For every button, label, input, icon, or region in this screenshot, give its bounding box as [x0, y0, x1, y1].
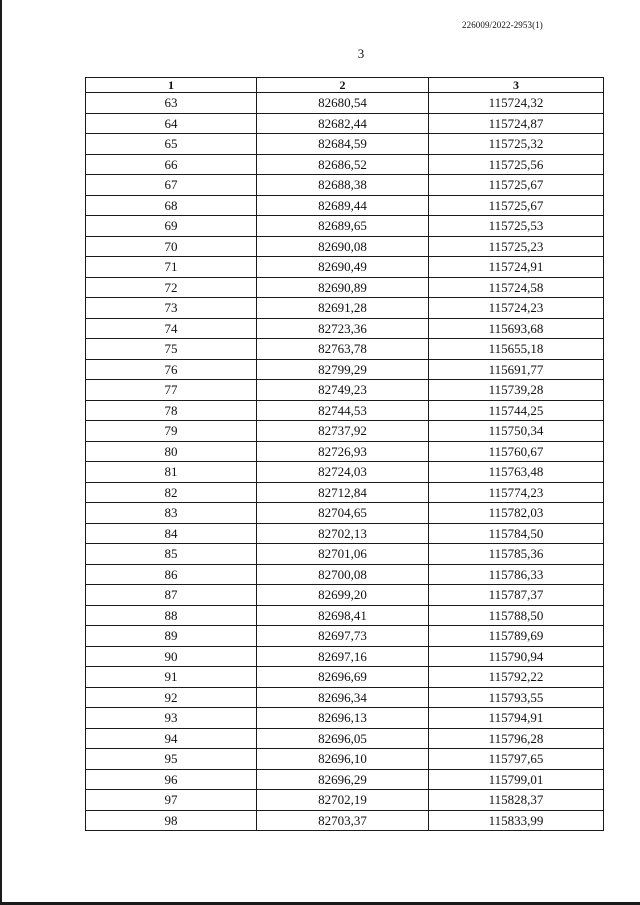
y-coordinate-cell: 115782,03: [429, 503, 604, 524]
x-coordinate-cell: 82703,37: [257, 810, 429, 831]
y-coordinate-cell: 115725,56: [429, 154, 604, 175]
table-row: [86, 523, 604, 544]
y-coordinate-cell: 115725,32: [429, 134, 604, 155]
point-number-cell: 91: [86, 667, 257, 688]
column-header-point: 1: [86, 78, 257, 93]
y-coordinate-cell: 115724,87: [429, 113, 604, 134]
y-coordinate-cell: 115655,18: [429, 339, 604, 360]
table-row: [86, 687, 604, 708]
page-number: 3: [357, 46, 365, 61]
table-row: [86, 236, 604, 257]
table-row: [86, 667, 604, 688]
table-row: [86, 728, 604, 749]
x-coordinate-cell: 82680,54: [257, 93, 429, 114]
table-row: [86, 790, 604, 811]
point-number-cell: 69: [86, 216, 257, 237]
y-coordinate-cell: 115792,22: [429, 667, 604, 688]
y-coordinate-cell: 115833,99: [429, 810, 604, 831]
y-coordinate-cell: 115691,77: [429, 359, 604, 380]
x-coordinate-cell: 82696,69: [257, 667, 429, 688]
table-row: [86, 318, 604, 339]
x-coordinate-cell: 82691,28: [257, 298, 429, 319]
point-number-cell: 94: [86, 728, 257, 749]
x-coordinate-cell: 82699,20: [257, 585, 429, 606]
point-number-cell: 79: [86, 421, 257, 442]
y-coordinate-cell: 115789,69: [429, 626, 604, 647]
point-number-cell: 74: [86, 318, 257, 339]
point-number-cell: 98: [86, 810, 257, 831]
x-coordinate-cell: 82799,29: [257, 359, 429, 380]
table-row: [86, 503, 604, 524]
table-row: [86, 605, 604, 626]
x-coordinate-cell: 82686,52: [257, 154, 429, 175]
x-coordinate-cell: 82700,08: [257, 564, 429, 585]
point-number-cell: 68: [86, 195, 257, 216]
x-coordinate-cell: 82744,53: [257, 400, 429, 421]
coordinates-table: [85, 77, 604, 831]
table-row: [86, 646, 604, 667]
page-edge-left: [0, 0, 2, 905]
y-coordinate-cell: 115725,67: [429, 195, 604, 216]
x-coordinate-cell: 82724,03: [257, 462, 429, 483]
x-coordinate-cell: 82682,44: [257, 113, 429, 134]
x-coordinate-cell: 82696,10: [257, 749, 429, 770]
table-row: [86, 749, 604, 770]
x-coordinate-cell: 82688,38: [257, 175, 429, 196]
y-coordinate-cell: 115724,91: [429, 257, 604, 278]
y-coordinate-cell: 115788,50: [429, 605, 604, 626]
x-coordinate-cell: 82696,34: [257, 687, 429, 708]
point-number-cell: 83: [86, 503, 257, 524]
table-row: [86, 113, 604, 134]
y-coordinate-cell: 115760,67: [429, 441, 604, 462]
y-coordinate-cell: 115786,33: [429, 564, 604, 585]
y-coordinate-cell: 115744,25: [429, 400, 604, 421]
x-coordinate-cell: 82689,44: [257, 195, 429, 216]
y-coordinate-cell: 115785,36: [429, 544, 604, 565]
x-coordinate-cell: 82698,41: [257, 605, 429, 626]
x-coordinate-cell: 82697,16: [257, 646, 429, 667]
point-number-cell: 70: [86, 236, 257, 257]
point-number-cell: 95: [86, 749, 257, 770]
table-row: [86, 298, 604, 319]
table-row: [86, 277, 604, 298]
table-row: [86, 544, 604, 565]
x-coordinate-cell: 82684,59: [257, 134, 429, 155]
table-row: [86, 339, 604, 360]
y-coordinate-cell: 115725,67: [429, 175, 604, 196]
y-coordinate-cell: 115725,53: [429, 216, 604, 237]
x-coordinate-cell: 82726,93: [257, 441, 429, 462]
table-row: [86, 626, 604, 647]
point-number-cell: 80: [86, 441, 257, 462]
y-coordinate-cell: 115693,68: [429, 318, 604, 339]
table-row: [86, 359, 604, 380]
point-number-cell: 75: [86, 339, 257, 360]
point-number-cell: 86: [86, 564, 257, 585]
y-coordinate-cell: 115763,48: [429, 462, 604, 483]
table-row: [86, 195, 604, 216]
y-coordinate-cell: 115828,37: [429, 790, 604, 811]
y-coordinate-cell: 115774,23: [429, 482, 604, 503]
x-coordinate-cell: 82690,89: [257, 277, 429, 298]
point-number-cell: 96: [86, 769, 257, 790]
table-row: [86, 421, 604, 442]
y-coordinate-cell: 115793,55: [429, 687, 604, 708]
point-number-cell: 87: [86, 585, 257, 606]
y-coordinate-cell: 115790,94: [429, 646, 604, 667]
point-number-cell: 81: [86, 462, 257, 483]
x-coordinate-cell: 82701,06: [257, 544, 429, 565]
y-coordinate-cell: 115750,34: [429, 421, 604, 442]
table-row: [86, 257, 604, 278]
x-coordinate-cell: 82737,92: [257, 421, 429, 442]
y-coordinate-cell: 115724,32: [429, 93, 604, 114]
point-number-cell: 89: [86, 626, 257, 647]
table-row: [86, 93, 604, 114]
table-row: [86, 769, 604, 790]
x-coordinate-cell: 82702,13: [257, 523, 429, 544]
y-coordinate-cell: 115724,58: [429, 277, 604, 298]
document-id: 226009/2022-2953(1): [462, 20, 543, 30]
table-row: [86, 134, 604, 155]
column-header-x: 2: [257, 78, 429, 93]
x-coordinate-cell: 82712,84: [257, 482, 429, 503]
header-row: [86, 78, 604, 93]
y-coordinate-cell: 115799,01: [429, 769, 604, 790]
y-coordinate-cell: 115787,37: [429, 585, 604, 606]
table-row: [86, 175, 604, 196]
point-number-cell: 84: [86, 523, 257, 544]
point-number-cell: 85: [86, 544, 257, 565]
table-row: [86, 441, 604, 462]
point-number-cell: 92: [86, 687, 257, 708]
y-coordinate-cell: 115784,50: [429, 523, 604, 544]
point-number-cell: 66: [86, 154, 257, 175]
x-coordinate-cell: 82696,05: [257, 728, 429, 749]
point-number-cell: 90: [86, 646, 257, 667]
x-coordinate-cell: 82749,23: [257, 380, 429, 401]
point-number-cell: 71: [86, 257, 257, 278]
point-number-cell: 65: [86, 134, 257, 155]
point-number-cell: 93: [86, 708, 257, 729]
point-number-cell: 64: [86, 113, 257, 134]
table-body: [86, 93, 604, 831]
x-coordinate-cell: 82723,36: [257, 318, 429, 339]
point-number-cell: 72: [86, 277, 257, 298]
point-number-cell: 63: [86, 93, 257, 114]
column-header-y: 3: [429, 78, 604, 93]
x-coordinate-cell: 82696,13: [257, 708, 429, 729]
y-coordinate-cell: 115796,28: [429, 728, 604, 749]
point-number-cell: 76: [86, 359, 257, 380]
x-coordinate-cell: 82697,73: [257, 626, 429, 647]
x-coordinate-cell: 82696,29: [257, 769, 429, 790]
y-coordinate-cell: 115797,65: [429, 749, 604, 770]
table-row: [86, 400, 604, 421]
y-coordinate-cell: 115794,91: [429, 708, 604, 729]
point-number-cell: 88: [86, 605, 257, 626]
x-coordinate-cell: 82690,49: [257, 257, 429, 278]
table-row: [86, 216, 604, 237]
table-row: [86, 154, 604, 175]
point-number-cell: 73: [86, 298, 257, 319]
x-coordinate-cell: 82689,65: [257, 216, 429, 237]
y-coordinate-cell: 115725,23: [429, 236, 604, 257]
table-header: [86, 78, 604, 93]
x-coordinate-cell: 82704,65: [257, 503, 429, 524]
point-number-cell: 78: [86, 400, 257, 421]
y-coordinate-cell: 115739,28: [429, 380, 604, 401]
table-row: [86, 585, 604, 606]
table-row: [86, 564, 604, 585]
point-number-cell: 97: [86, 790, 257, 811]
table-row: [86, 708, 604, 729]
table-row: [86, 462, 604, 483]
table-row: [86, 380, 604, 401]
point-number-cell: 82: [86, 482, 257, 503]
x-coordinate-cell: 82763,78: [257, 339, 429, 360]
table-row: [86, 810, 604, 831]
y-coordinate-cell: 115724,23: [429, 298, 604, 319]
point-number-cell: 67: [86, 175, 257, 196]
x-coordinate-cell: 82702,19: [257, 790, 429, 811]
table-row: [86, 482, 604, 503]
x-coordinate-cell: 82690,08: [257, 236, 429, 257]
point-number-cell: 77: [86, 380, 257, 401]
